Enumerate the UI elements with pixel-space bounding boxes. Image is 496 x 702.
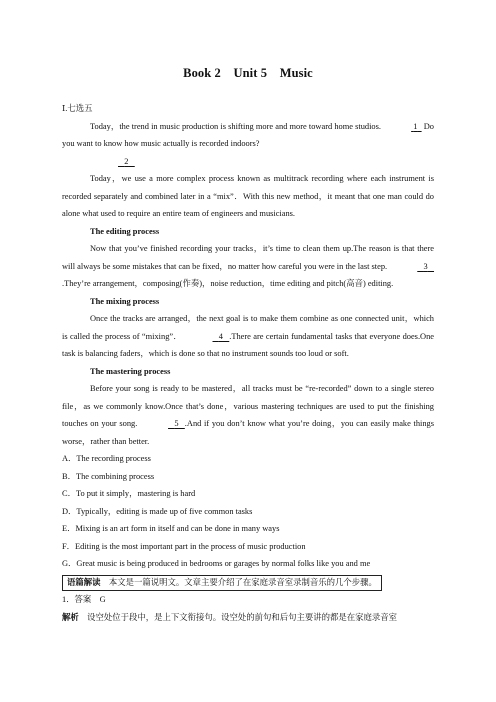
option-g: G．Great music is being produced in bedrooms or garages by normal folks like you and me xyxy=(62,559,371,568)
option-c: C．To put it simply，mastering is hard xyxy=(62,489,196,498)
heading-mastering: The mastering process xyxy=(90,366,171,376)
blank-2: 2 xyxy=(124,156,129,166)
option-e: E．Mixing is an art form in itself and can be done in many ways xyxy=(62,524,280,533)
blank-3: 3 xyxy=(423,261,428,271)
answer-line: 1．答案 G xyxy=(62,595,106,604)
option-a: A．The recording process xyxy=(62,454,151,463)
section-label: Ⅰ.七选五 xyxy=(62,104,93,113)
paragraph-mixing: Once the tracks are arranged，the next goal is to make them combine as one connected unit，which is called the process of “mixing”． 4 .There are certain fundamental tasks that everyone does.One task is balancing faders，which is done so that no instrument sounds too loud or soft. xyxy=(62,314,434,358)
paragraph-multitrack: Today，we use a more complex process known as multitrack recording where each instrument is recorded separately and combined later in a “mix”．With this new method，it meant that one man could do alone what used to require an entire team of engineers and musicians. xyxy=(62,174,434,218)
options-list xyxy=(62,450,434,573)
option-b: B．The combining process xyxy=(62,471,155,481)
heading-mixing: The mixing process xyxy=(90,296,160,306)
intro-text: Today，the trend in music production is shifting more and more toward home studios. xyxy=(90,121,381,131)
summary-text: 本文是一篇说明文。文章主要介绍了在家庭录音室录制音乐的几个步骤。 xyxy=(100,577,377,587)
blank-1: 1 xyxy=(413,121,418,131)
option-f: F．Editing is the most important part in the process of music production xyxy=(62,541,306,551)
paragraph-editing: Now that you’ve finished recording your tracks，it’s time to clean them up.The reason is that there will always be some mistakes that can be fixed，no matter how careful you were in the last step. 3 .They’re arrangement，composing(作奏)，noise reduction，time editing and pitch(高音) editing. xyxy=(62,244,434,288)
paragraph-mastering: Before your song is ready to be mastered，all tracks must be “re-recorded” down to a single stereo file，as we commonly know.Once that’s done，various mastering techniques are used to put the finishing touches on your song. 5 .And if you don’t know what you’re doing，you can easily make things worse，rather than better. xyxy=(62,384,434,446)
blank-4: 4 xyxy=(218,331,223,341)
blank-5: 5 xyxy=(174,419,179,428)
heading-editing: The editing process xyxy=(90,226,160,236)
summary-label: 语篇解读 xyxy=(67,577,101,587)
option-d: D．Typically，editing is made up of five common tasks xyxy=(62,506,253,516)
passage-summary-box xyxy=(62,575,382,591)
intro-question: Do you want to know how music actually is recorded indoors? xyxy=(62,121,434,148)
page-title: Book 2 Unit 5 Music xyxy=(183,66,313,80)
blank-2-line xyxy=(62,153,434,171)
analysis-text: 设空处位于段中，是上下文衔接句。设空处的前句和后句主要讲的都是在家庭录音室 xyxy=(78,612,397,622)
document-body xyxy=(62,100,434,626)
analysis-line xyxy=(62,609,434,627)
intro-paragraph xyxy=(62,118,434,153)
analysis-label: 解析 xyxy=(62,612,79,622)
